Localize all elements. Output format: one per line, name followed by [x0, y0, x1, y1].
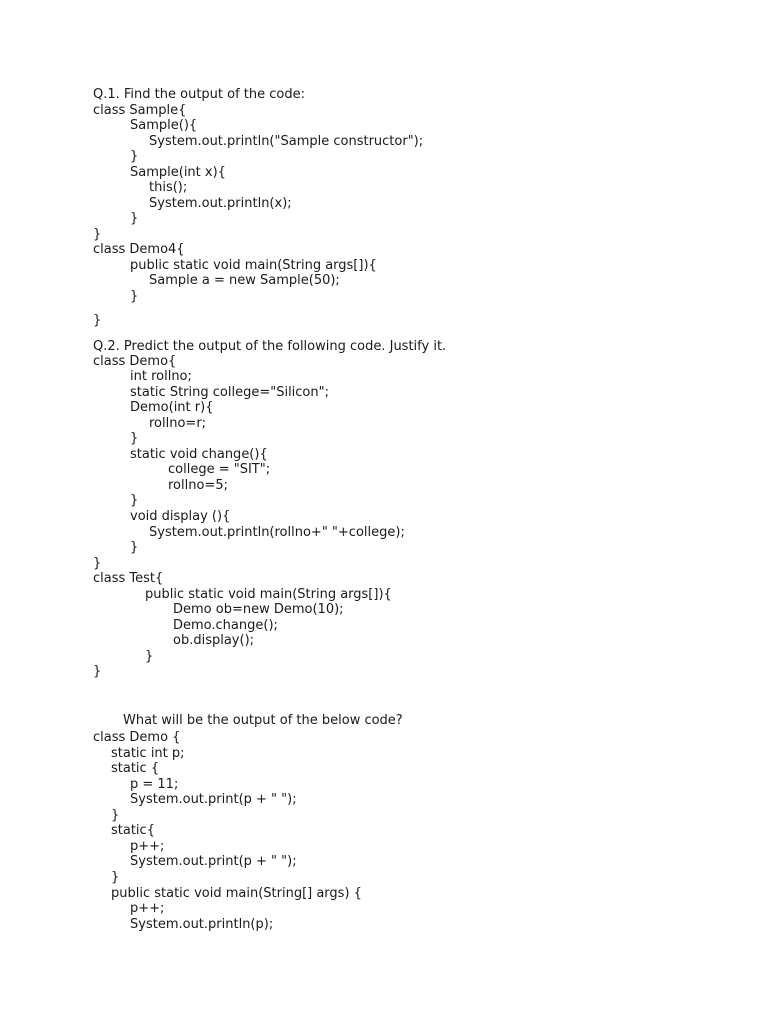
- code-line: static{: [111, 823, 155, 838]
- code-line: System.out.println(x);: [149, 196, 292, 211]
- code-line: class Demo{: [93, 354, 177, 369]
- code-line: p++;: [130, 839, 165, 854]
- question-2-heading: Q.2. Predict the output of the following code. Justify it.: [93, 339, 447, 354]
- code-line: Demo ob=new Demo(10);: [173, 602, 344, 617]
- code-line: class Test{: [93, 571, 164, 586]
- code-line: }: [130, 211, 139, 226]
- code-line: System.out.println("Sample constructor");: [149, 134, 424, 149]
- code-line: static void change(){: [130, 447, 268, 462]
- code-line: this();: [149, 180, 188, 195]
- code-line: }: [130, 149, 139, 164]
- code-line: p = 11;: [130, 777, 179, 792]
- code-line: int rollno;: [130, 369, 192, 384]
- code-line: System.out.print(p + " ");: [130, 854, 297, 869]
- code-line: ob.display();: [173, 633, 255, 648]
- code-line: }: [145, 649, 154, 664]
- code-line: }: [111, 870, 120, 885]
- code-line: Demo(int r){: [130, 400, 214, 415]
- code-line: static int p;: [111, 746, 185, 761]
- code-line: System.out.print(p + " ");: [130, 792, 297, 807]
- code-line: p++;: [130, 901, 165, 916]
- code-line: class Demo4{: [93, 242, 185, 257]
- question-1-heading: Q.1. Find the output of the code:: [93, 87, 306, 102]
- code-line: public static void main(String args[]){: [145, 587, 392, 602]
- code-line: }: [93, 556, 102, 571]
- code-line: }: [130, 540, 139, 555]
- code-line: void display (){: [130, 509, 231, 524]
- code-line: static String college="Silicon";: [130, 385, 329, 400]
- code-line: public static void main(String args[]){: [130, 258, 377, 273]
- code-line: }: [111, 808, 120, 823]
- code-line: rollno=r;: [149, 416, 207, 431]
- code-line: }: [93, 664, 102, 679]
- question-3-heading: What will be the output of the below code?: [123, 713, 403, 728]
- code-line: rollno=5;: [168, 478, 228, 493]
- code-line: }: [130, 431, 139, 446]
- code-line: class Sample{: [93, 103, 187, 118]
- code-line: Sample a = new Sample(50);: [149, 273, 340, 288]
- code-line: }: [130, 289, 139, 304]
- code-line: Demo.change();: [173, 618, 278, 633]
- code-line: }: [93, 313, 102, 328]
- code-line: public static void main(String[] args) {: [111, 886, 362, 901]
- code-line: Sample(int x){: [130, 165, 226, 180]
- code-line: class Demo {: [93, 730, 181, 745]
- code-line: System.out.println(rollno+" "+college);: [149, 525, 405, 540]
- code-line: }: [130, 493, 139, 508]
- code-line: System.out.println(p);: [130, 917, 274, 932]
- code-line: }: [93, 227, 102, 242]
- code-line: college = "SIT";: [168, 462, 271, 477]
- code-line: static {: [111, 761, 160, 776]
- code-line: Sample(){: [130, 118, 198, 133]
